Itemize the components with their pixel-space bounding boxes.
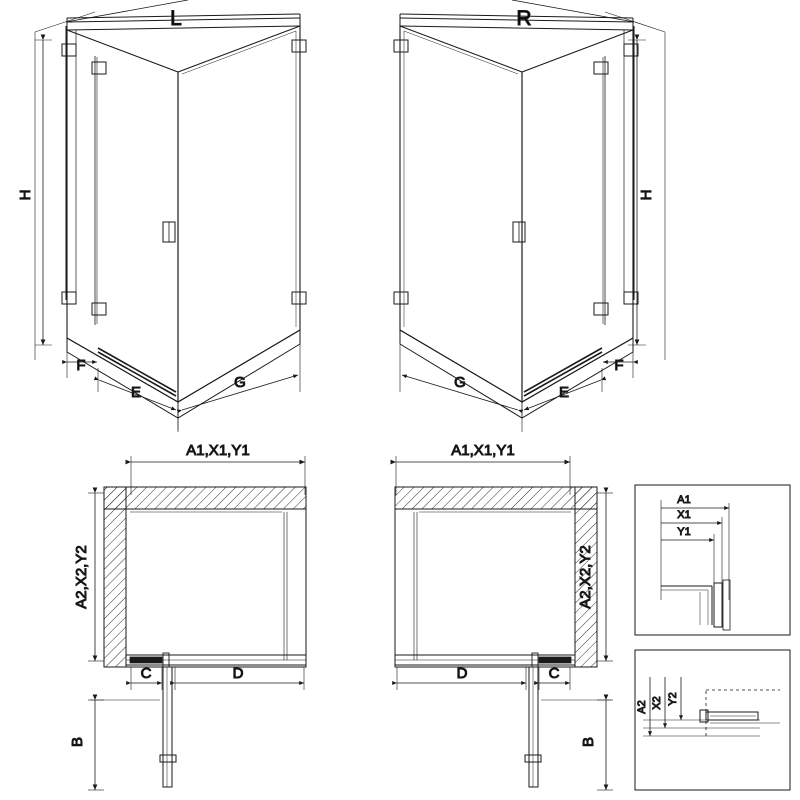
label-view-left: L bbox=[170, 7, 182, 30]
label-d-right: D bbox=[456, 665, 468, 682]
label-e-left: E bbox=[130, 384, 142, 401]
view-isometric-right bbox=[394, 0, 665, 432]
label-h-left: H bbox=[17, 189, 34, 201]
label-detail-y1: Y1 bbox=[677, 526, 691, 538]
door-handle-icon bbox=[163, 222, 175, 242]
view-plan-left bbox=[88, 456, 306, 790]
label-d-left: D bbox=[232, 665, 244, 682]
label-g-left: G bbox=[234, 374, 246, 391]
label-detail-a2: A2 bbox=[636, 700, 648, 714]
label-detail-a1: A1 bbox=[677, 494, 691, 506]
label-f-right: F bbox=[614, 357, 624, 374]
label-view-right: R bbox=[516, 7, 532, 30]
label-h-right: H bbox=[638, 189, 655, 201]
label-c-left: C bbox=[140, 665, 152, 682]
label-b-left: B bbox=[69, 736, 86, 748]
view-detail-vertical bbox=[635, 650, 790, 790]
label-g-right: G bbox=[454, 374, 466, 391]
label-detail-x1: X1 bbox=[677, 509, 691, 521]
label-detail-x2: X2 bbox=[651, 696, 663, 710]
label-plan-side-left: A2,X2,Y2 bbox=[73, 545, 90, 609]
view-detail-horizontal bbox=[635, 485, 790, 635]
label-plan-top-right: A1,X1,Y1 bbox=[451, 442, 515, 459]
label-detail-y2: Y2 bbox=[667, 692, 679, 706]
label-f-left: F bbox=[76, 357, 86, 374]
label-plan-top-left: A1,X1,Y1 bbox=[186, 442, 250, 459]
label-plan-side-right: A2,X2,Y2 bbox=[577, 545, 594, 609]
door-handle-icon-right bbox=[513, 222, 525, 242]
label-b-right: B bbox=[580, 736, 597, 748]
label-c-right: C bbox=[548, 665, 560, 682]
label-e-right: E bbox=[558, 384, 570, 401]
